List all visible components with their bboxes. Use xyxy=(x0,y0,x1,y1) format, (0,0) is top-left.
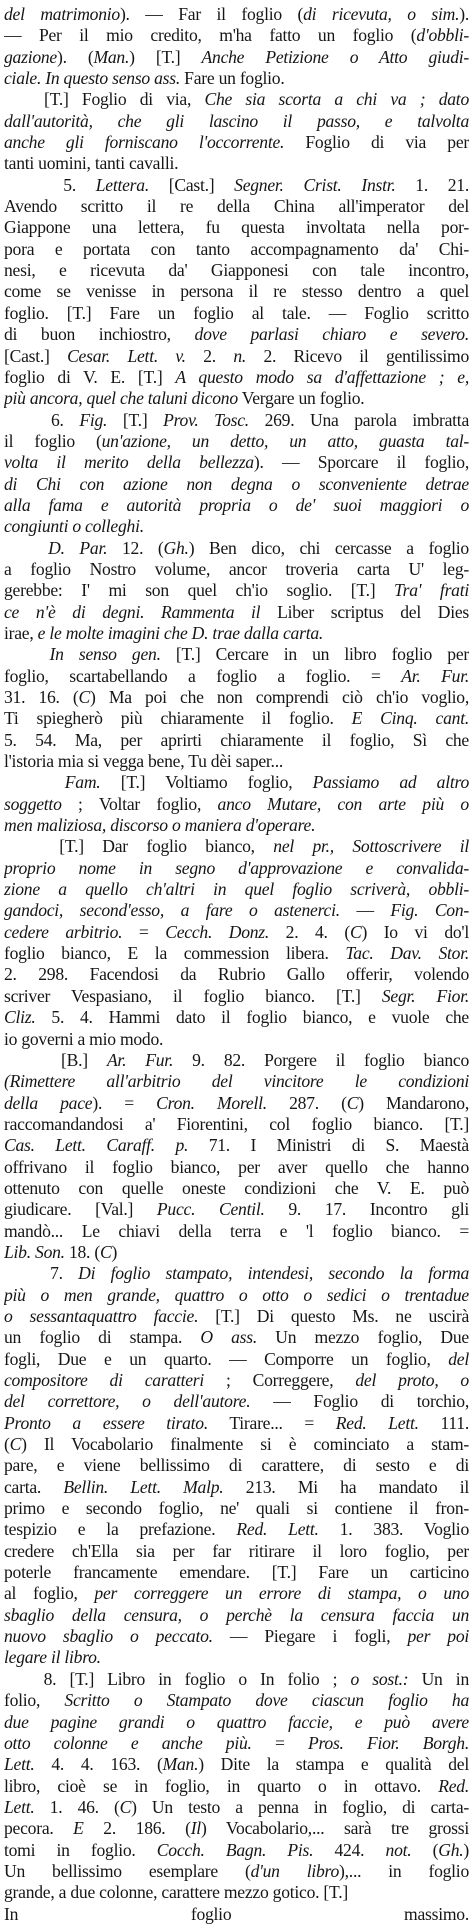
text-line xyxy=(4,879,469,900)
text-run: primo e secondo foglio, ne' quali si contiene il fron- xyxy=(4,1498,469,1519)
text-run: 269. Una parola imbratta xyxy=(248,409,469,430)
italic-text-run: Lib. Son. xyxy=(4,1241,65,1262)
text-run: un foglio di stampa. xyxy=(4,1327,201,1348)
text-line xyxy=(4,1562,469,1583)
text-run: ( xyxy=(4,1434,10,1455)
text-run: fogli, Due e un quarto. — Comporre un foglio, xyxy=(4,1348,449,1369)
text-run: 5. xyxy=(4,174,96,195)
text-line xyxy=(4,1455,469,1476)
italic-text-run: Prov. Tosc. xyxy=(163,409,249,430)
text-line xyxy=(4,239,469,260)
italic-text-run: del correttore, o dell'autore. xyxy=(4,1391,251,1412)
text-line xyxy=(4,367,469,388)
text-line xyxy=(4,1029,469,1050)
text-run: 2. Ricevo il gentilissimo xyxy=(246,345,469,366)
text-line xyxy=(4,602,469,623)
text-run: ; Voltar foglio, xyxy=(61,793,218,814)
text-run: Fare un foglio. xyxy=(180,68,285,89)
italic-text-run: Segr. Fior. xyxy=(381,985,469,1006)
italic-text-run: C xyxy=(349,921,362,942)
text-run: Vergare un foglio. xyxy=(237,388,365,409)
italic-text-run: Man. xyxy=(93,46,130,67)
text-run: foglio bianco, E la commession libera. xyxy=(4,943,346,964)
text-line xyxy=(4,153,469,174)
text-line xyxy=(4,1904,469,1925)
text-run: 4. 4. 163. ( xyxy=(34,1754,163,1775)
text-line xyxy=(4,751,469,772)
text-line xyxy=(4,324,469,345)
text-line xyxy=(4,1498,469,1519)
italic-text-run: ciale. In questo senso ass. xyxy=(4,68,181,89)
text-run: ; Correggere, xyxy=(204,1370,356,1390)
text-run: ) Il Vocabolario finalmente si è cominciato a stam- xyxy=(21,1434,469,1455)
text-run: 8. [T.] Libro in foglio o In folio ; xyxy=(4,1668,351,1689)
text-line xyxy=(4,1413,469,1434)
text-run: ottenuto con quelle oneste condizioni che V. E. può xyxy=(4,1177,469,1198)
text-line xyxy=(4,1178,469,1199)
text-run: [T.] Cercare in un libro foglio per xyxy=(160,644,469,665)
text-run: [T.] Voltiamo foglio, xyxy=(100,772,313,793)
text-line xyxy=(4,474,469,495)
italic-text-run: zione a quello ch'altri in quel foglio scriverà, obbli- xyxy=(4,879,469,900)
text-run: — Per il mio credito, m'ha fatto un foglio ( xyxy=(4,25,417,46)
text-line xyxy=(4,388,469,409)
italic-text-run: E Cinq. cant. xyxy=(351,708,469,729)
italic-text-run: Passiamo ad altro xyxy=(312,772,469,793)
text-run: irae, xyxy=(4,622,38,643)
text-line xyxy=(4,1861,469,1882)
italic-text-run: ce n'è di degni. Rammenta il xyxy=(4,601,261,622)
text-run: al foglio, xyxy=(4,1583,95,1604)
italic-text-run: compositore di caratteri xyxy=(4,1370,205,1390)
text-line xyxy=(4,1541,469,1562)
text-run: ). — Sporcare il foglio, xyxy=(253,452,469,473)
text-run: ) Vocabolario,... sarà tre grossi xyxy=(200,1818,469,1839)
italic-text-run: Fig. Con- xyxy=(390,900,469,921)
text-run: nesi, e ricevuta da' Giapponesi con tale incontro, xyxy=(4,260,469,281)
text-line xyxy=(4,4,469,25)
text-run: ) xyxy=(111,1241,118,1262)
text-run: pare, e viene bellissimo di carattere, di sesto e di xyxy=(4,1455,469,1476)
text-run: [Cast.] xyxy=(4,345,68,366)
italic-text-run: not. xyxy=(385,1839,412,1860)
text-run: 111. xyxy=(418,1412,469,1433)
italic-text-run: più o men grande, quattro o otto o sedici o trentadue xyxy=(4,1284,469,1305)
text-run: giudicare. [Val.] xyxy=(4,1199,157,1220)
italic-text-run: legare il libro. xyxy=(4,1647,101,1668)
text-run: — xyxy=(339,900,391,921)
italic-text-run: C xyxy=(78,687,91,707)
text-run: 2. xyxy=(185,345,234,366)
italic-text-run: Fam. xyxy=(4,772,101,793)
text-run: Ti spiegherò più chiaramente il foglio. xyxy=(4,708,352,729)
text-line xyxy=(4,1733,469,1754)
text-run: ) Ma poi che non comprendi ciò ch'io voglio, xyxy=(90,687,469,707)
text-run: 1. 21. xyxy=(395,174,469,195)
text-run xyxy=(155,1135,176,1155)
italic-text-run: nuovo sbaglio o peccato. xyxy=(4,1626,213,1647)
italic-text-run: volta il merito della bellezza xyxy=(4,452,254,473)
italic-text-run: Lett. xyxy=(4,1796,35,1817)
italic-text-run: Che sia scorta a chi va ; dato xyxy=(204,89,469,110)
text-run: 7. xyxy=(4,1263,79,1284)
italic-text-run: Cocch. Bagn. Pis. xyxy=(156,1839,314,1860)
italic-text-run: e le molte imagini che D. trae dalla carta. xyxy=(37,622,324,643)
italic-text-run: Pronto a essere tirato. xyxy=(4,1412,208,1433)
text-run: scriver Vespasiano, il foglio bianco. [T.] xyxy=(4,985,382,1006)
text-run: 424. xyxy=(313,1839,386,1860)
text-line xyxy=(4,1263,469,1284)
italic-text-run: Red. Lett. xyxy=(236,1519,319,1540)
text-run: offrivano il foglio bianco, per aver quello che hanno xyxy=(4,1156,469,1177)
italic-text-run: Bellin. Lett. Malp. xyxy=(63,1476,224,1497)
text-run: folio, xyxy=(4,1690,65,1711)
text-run: = xyxy=(251,1732,308,1753)
text-line xyxy=(4,1797,469,1818)
text-line xyxy=(4,1242,469,1263)
text-run: Un bellissimo esemplare ( xyxy=(4,1860,251,1881)
text-line xyxy=(4,1007,469,1028)
text-line xyxy=(4,1306,469,1327)
text-line xyxy=(4,730,469,751)
text-line xyxy=(4,1882,469,1903)
italic-text-run: Cesar. Lett. v. xyxy=(67,345,186,366)
italic-text-run: d'obbli- xyxy=(416,25,469,46)
text-run: 5. 4. Hammi dato il foglio bianco, e vuole che xyxy=(35,1007,469,1028)
text-run: ) Un testo a penna in foglio, di carta- xyxy=(131,1796,469,1817)
text-line xyxy=(4,1477,469,1498)
text-line xyxy=(4,900,469,921)
text-line xyxy=(4,495,469,516)
text-run: 213. Mi ha mandato il xyxy=(223,1476,469,1497)
italic-text-run: Cron. Morell. xyxy=(156,1092,267,1113)
text-line xyxy=(4,346,469,367)
text-line xyxy=(4,196,469,217)
italic-text-run: Cliz. xyxy=(4,1007,36,1028)
text-run: 2. 298. Facendosi da Rubrio Gallo offerir, volendo xyxy=(4,964,469,985)
italic-text-run: A questo modo sa d'affettazione ; e, xyxy=(175,366,469,387)
italic-text-run: congiunti o colleghi. xyxy=(4,516,144,537)
italic-text-run: Fig. xyxy=(79,409,108,430)
text-line xyxy=(4,623,469,644)
italic-text-run: sbaglio della censura, o perchè la censura faccia un xyxy=(4,1604,469,1625)
text-run: 5. 54. Ma, per aprirti chiaramente il foglio, Sì che xyxy=(4,729,469,750)
italic-text-run: della pace xyxy=(4,1092,93,1113)
italic-text-run: C xyxy=(346,1092,359,1113)
text-run: tomi in foglio. xyxy=(4,1839,157,1860)
text-run: gerebbe: I' mi son quel ch'io soglio. [T.] xyxy=(4,580,395,601)
text-run: 1. 383. Voglio xyxy=(318,1519,469,1540)
text-line xyxy=(4,452,469,473)
italic-text-run: o sost.: xyxy=(350,1668,409,1689)
text-run: = xyxy=(122,921,166,942)
italic-text-run: di ricevuta, o sim. xyxy=(303,4,460,24)
italic-text-run: In senso gen. xyxy=(4,644,161,665)
text-run: poterle francamente emendare. [T.] Fare un carticino xyxy=(4,1562,469,1583)
text-line xyxy=(4,1349,469,1370)
text-run: pecora. xyxy=(4,1818,74,1839)
text-line xyxy=(4,858,469,879)
text-run: io governi a mio modo. xyxy=(4,1028,164,1049)
italic-text-run: Il xyxy=(190,1818,201,1839)
italic-text-run: Cas. Lett. Caraff. xyxy=(4,1135,155,1156)
text-line xyxy=(4,559,469,580)
text-run: l'istoria mia si vegga bene, Tu dèi saper... xyxy=(4,751,284,772)
text-run: libro, cioè se in foglio, in quarto o in ottavo. xyxy=(4,1775,439,1796)
text-run: il foglio ( xyxy=(4,430,102,451)
text-run: carta. xyxy=(4,1476,64,1497)
italic-text-run: dall'autorità, che gli lascino il passo, e talvolta xyxy=(4,110,469,131)
text-line xyxy=(4,1050,469,1071)
text-line xyxy=(4,1114,469,1135)
text-line xyxy=(4,836,469,857)
text-run: [T.] xyxy=(107,409,164,430)
italic-text-run: Gh. xyxy=(438,1839,464,1860)
text-run: mandò... Le chiavi della terra e 'l foglio bianco. = xyxy=(4,1220,469,1241)
italic-text-run: o sessantaquattro faccie. xyxy=(4,1305,199,1326)
text-line xyxy=(4,1776,469,1797)
text-line xyxy=(4,1647,469,1668)
text-line xyxy=(4,132,469,153)
italic-text-run: Red. Lett. xyxy=(335,1412,419,1433)
italic-text-run: gazione xyxy=(4,46,57,67)
text-run: — Piegare i fogli, xyxy=(212,1626,408,1647)
italic-text-run: E xyxy=(73,1818,84,1839)
text-line xyxy=(4,772,469,793)
italic-text-run: soggetto xyxy=(4,793,62,814)
text-line xyxy=(4,1391,469,1412)
text-line xyxy=(4,580,469,601)
italic-text-run: Segner. Crist. Instr. xyxy=(234,174,396,195)
text-line xyxy=(4,1818,469,1839)
text-line xyxy=(4,410,469,431)
italic-text-run: Red. xyxy=(438,1775,469,1796)
italic-text-run: Lettera. xyxy=(95,174,149,195)
text-line xyxy=(4,1605,469,1626)
italic-text-run: gandoci, second'esso, a fare o astenerci. xyxy=(4,900,340,921)
italic-text-run: anco Mutare, con arte più o xyxy=(217,793,469,814)
text-run: tanti uomini, tanti cavalli. xyxy=(4,153,179,174)
text-run: Un mezzo foglio, Due xyxy=(257,1327,469,1348)
italic-text-run: d'un libro xyxy=(250,1860,340,1881)
italic-text-run: Pucc. Centil. xyxy=(156,1199,265,1220)
italic-text-run: Ar. Fur. xyxy=(401,665,469,686)
italic-text-run: alla fama e autorità propria o de' suoi maggiori o xyxy=(4,494,469,515)
text-run: ( xyxy=(411,1839,439,1860)
text-line xyxy=(4,175,469,196)
text-line xyxy=(4,538,469,559)
text-run: 1. 46. ( xyxy=(34,1796,120,1817)
italic-text-run: n. xyxy=(233,345,247,366)
text-line xyxy=(4,986,469,1007)
text-run: ),... in foglio xyxy=(339,1860,469,1881)
text-line xyxy=(4,1199,469,1220)
text-run: [B.] xyxy=(4,1049,107,1070)
text-run: foglio di V. E. [T.] xyxy=(4,366,176,387)
text-run: ) Ben dico, chi cercasse a foglio xyxy=(188,537,469,558)
text-run: In foglio massimo. xyxy=(4,1903,469,1924)
text-run: Giappone una lettera, fu questa involtata nella por- xyxy=(4,217,469,238)
text-line xyxy=(4,68,469,89)
text-line xyxy=(4,943,469,964)
text-line xyxy=(4,1370,469,1391)
text-run: Liber scriptus del Dies xyxy=(260,601,469,622)
text-line xyxy=(4,1583,469,1604)
text-line xyxy=(4,1157,469,1178)
text-line xyxy=(4,708,469,729)
text-line xyxy=(4,260,469,281)
text-line xyxy=(4,89,469,110)
text-run: ) Dite la stampa e qualità del xyxy=(198,1754,469,1775)
text-run: tespizio e la prefazione. xyxy=(4,1519,237,1540)
text-line xyxy=(4,1071,469,1092)
italic-text-run: per poi xyxy=(407,1626,469,1647)
italic-text-run: O ass. xyxy=(200,1327,257,1348)
italic-text-run: nel pr., Sottoscrivere il xyxy=(273,836,469,857)
italic-text-run: Pros. Fior. Borgh. xyxy=(307,1732,469,1753)
italic-text-run: più ancora, quel che taluni dicono xyxy=(4,388,238,409)
text-run: credere ch'Ella sia per far ritirare il loro foglio, per xyxy=(4,1540,469,1561)
italic-text-run: Lett. xyxy=(4,1754,35,1775)
text-run: 18. ( xyxy=(64,1241,100,1262)
text-run: Avendo scritto il re della China all'imperator del xyxy=(4,196,469,217)
italic-text-run: due pagine grandi o quattro faccie, e può avere xyxy=(4,1711,469,1732)
text-run: Tirare... = xyxy=(207,1412,336,1433)
italic-text-run: D. Par. xyxy=(4,537,108,558)
italic-text-run: Tac. Dav. Stor. xyxy=(345,943,469,964)
text-line xyxy=(4,111,469,132)
italic-text-run: C xyxy=(119,1796,132,1817)
italic-text-run: otto colonne e anche più. xyxy=(4,1732,252,1753)
text-line xyxy=(4,1519,469,1540)
italic-text-run: cedere arbitrio. xyxy=(4,921,123,942)
text-run: 31. 16. ( xyxy=(4,687,79,707)
text-run: grande, a due colonne, carattere mezzo gotico. [T.] xyxy=(4,1882,348,1903)
text-run: [T.] Dar foglio bianco, xyxy=(4,836,274,857)
text-run: foglio. [T.] Fare un foglio al tale. — Foglio scritto xyxy=(4,302,469,323)
text-run: [T.] Di questo Ms. ne uscirà xyxy=(198,1305,469,1326)
text-run: Foglio di via per xyxy=(284,132,469,153)
italic-text-run: Scritto o Stampato dove ciascun foglio ha xyxy=(64,1690,469,1711)
text-run: ). ( xyxy=(56,46,94,67)
text-line xyxy=(4,687,469,708)
text-run: ) Io vi do'l xyxy=(361,921,469,942)
italic-text-run: Cecch. Donz. xyxy=(165,921,270,942)
text-line xyxy=(4,25,469,46)
italic-text-run: di Chi con azione non degna o sconveniente detrae xyxy=(4,473,469,494)
italic-text-run: (Rimettere all'arbitrio del vincitore le condizioni xyxy=(4,1071,469,1092)
text-run: 71. I Ministri di S. Maestà xyxy=(188,1135,469,1156)
text-run: ) [T.] xyxy=(129,46,202,67)
text-run: come se venisse in persona il re stesso dentro a quel xyxy=(4,281,469,302)
text-line xyxy=(4,1626,469,1647)
text-line xyxy=(4,815,469,836)
italic-text-run: del proto, o xyxy=(355,1370,469,1390)
text-line xyxy=(4,644,469,665)
text-run: foglio, scartabellando a foglio a foglio. = xyxy=(4,665,402,686)
italic-text-run: Tra' frati xyxy=(394,580,469,601)
text-line xyxy=(4,666,469,687)
text-line xyxy=(4,217,469,238)
italic-text-run: per correggere un errore di stampa, o uno xyxy=(94,1583,469,1604)
italic-text-run: C xyxy=(99,1241,112,1262)
text-line xyxy=(4,281,469,302)
text-run: [T.] Foglio di via, xyxy=(4,89,205,110)
text-line xyxy=(4,47,469,68)
text-line xyxy=(4,1285,469,1306)
text-line xyxy=(4,1093,469,1114)
text-run: pora e portata con tanto accompagnamento da' Chi- xyxy=(4,238,469,259)
text-run: [Cast.] xyxy=(148,174,235,195)
text-run: 6. xyxy=(4,409,80,430)
text-line xyxy=(4,1135,469,1156)
text-line xyxy=(4,1669,469,1690)
italic-text-run: p. xyxy=(175,1135,189,1156)
italic-text-run: Man. xyxy=(162,1754,199,1775)
text-run: — Foglio di torchio, xyxy=(250,1391,469,1412)
text-line xyxy=(4,431,469,452)
text-run: raccomandandosi a' Fiorentini, col foglio bianco. [T.] xyxy=(4,1113,469,1134)
text-run: 2. 186. ( xyxy=(83,1818,191,1839)
text-run: 287. ( xyxy=(266,1092,347,1113)
text-run: ) Mandarono, xyxy=(358,1092,469,1113)
italic-text-run: C xyxy=(9,1434,22,1455)
italic-text-run: Gh. xyxy=(163,537,189,558)
text-line xyxy=(4,794,469,815)
text-line xyxy=(4,303,469,324)
text-run: 9. 82. Porgere il foglio bianco xyxy=(173,1049,469,1070)
italic-text-run: Di foglio stampato, intendesi, secondo la forma xyxy=(78,1263,469,1284)
text-run: ). = xyxy=(92,1092,157,1113)
italic-text-run: del matrimonio xyxy=(4,4,120,24)
text-run: ) xyxy=(463,1839,469,1860)
italic-text-run: del xyxy=(448,1348,469,1369)
text-run: ). xyxy=(459,4,469,24)
text-run: 12. ( xyxy=(107,537,164,558)
text-run: ). — Far il foglio ( xyxy=(119,4,304,24)
text-line xyxy=(4,1434,469,1455)
text-run: 2. 4. ( xyxy=(269,921,350,942)
italic-text-run: men maliziosa, discorso o maniera d'operare. xyxy=(4,815,316,836)
text-line xyxy=(4,516,469,537)
text-line xyxy=(4,1712,469,1733)
italic-text-run: Ar. Fur. xyxy=(106,1049,174,1070)
italic-text-run: dove parlasi chiaro e severo. xyxy=(194,324,469,345)
text-run: di buon inchiostro, xyxy=(4,324,195,345)
text-line xyxy=(4,964,469,985)
text-run: Un in xyxy=(408,1668,469,1689)
text-line xyxy=(4,1840,469,1861)
italic-text-run: proprio nome in segno d'approvazione e convalida- xyxy=(4,857,469,878)
italic-text-run: anche gli forniscano l'occorrente. xyxy=(4,132,285,153)
text-line xyxy=(4,1690,469,1711)
text-line xyxy=(4,922,469,943)
text-run: a foglio Nostro volume, ancor troveria carta U' leg- xyxy=(4,558,469,579)
text-run: 9. 17. Incontro gli xyxy=(264,1199,469,1220)
italic-text-run: Anche Petizione o Atto giudi- xyxy=(201,46,469,67)
text-line xyxy=(4,1754,469,1775)
italic-text-run: un'azione, un detto, un atto, guasta tal- xyxy=(101,430,469,451)
text-line xyxy=(4,1327,469,1348)
text-line xyxy=(4,1221,469,1242)
